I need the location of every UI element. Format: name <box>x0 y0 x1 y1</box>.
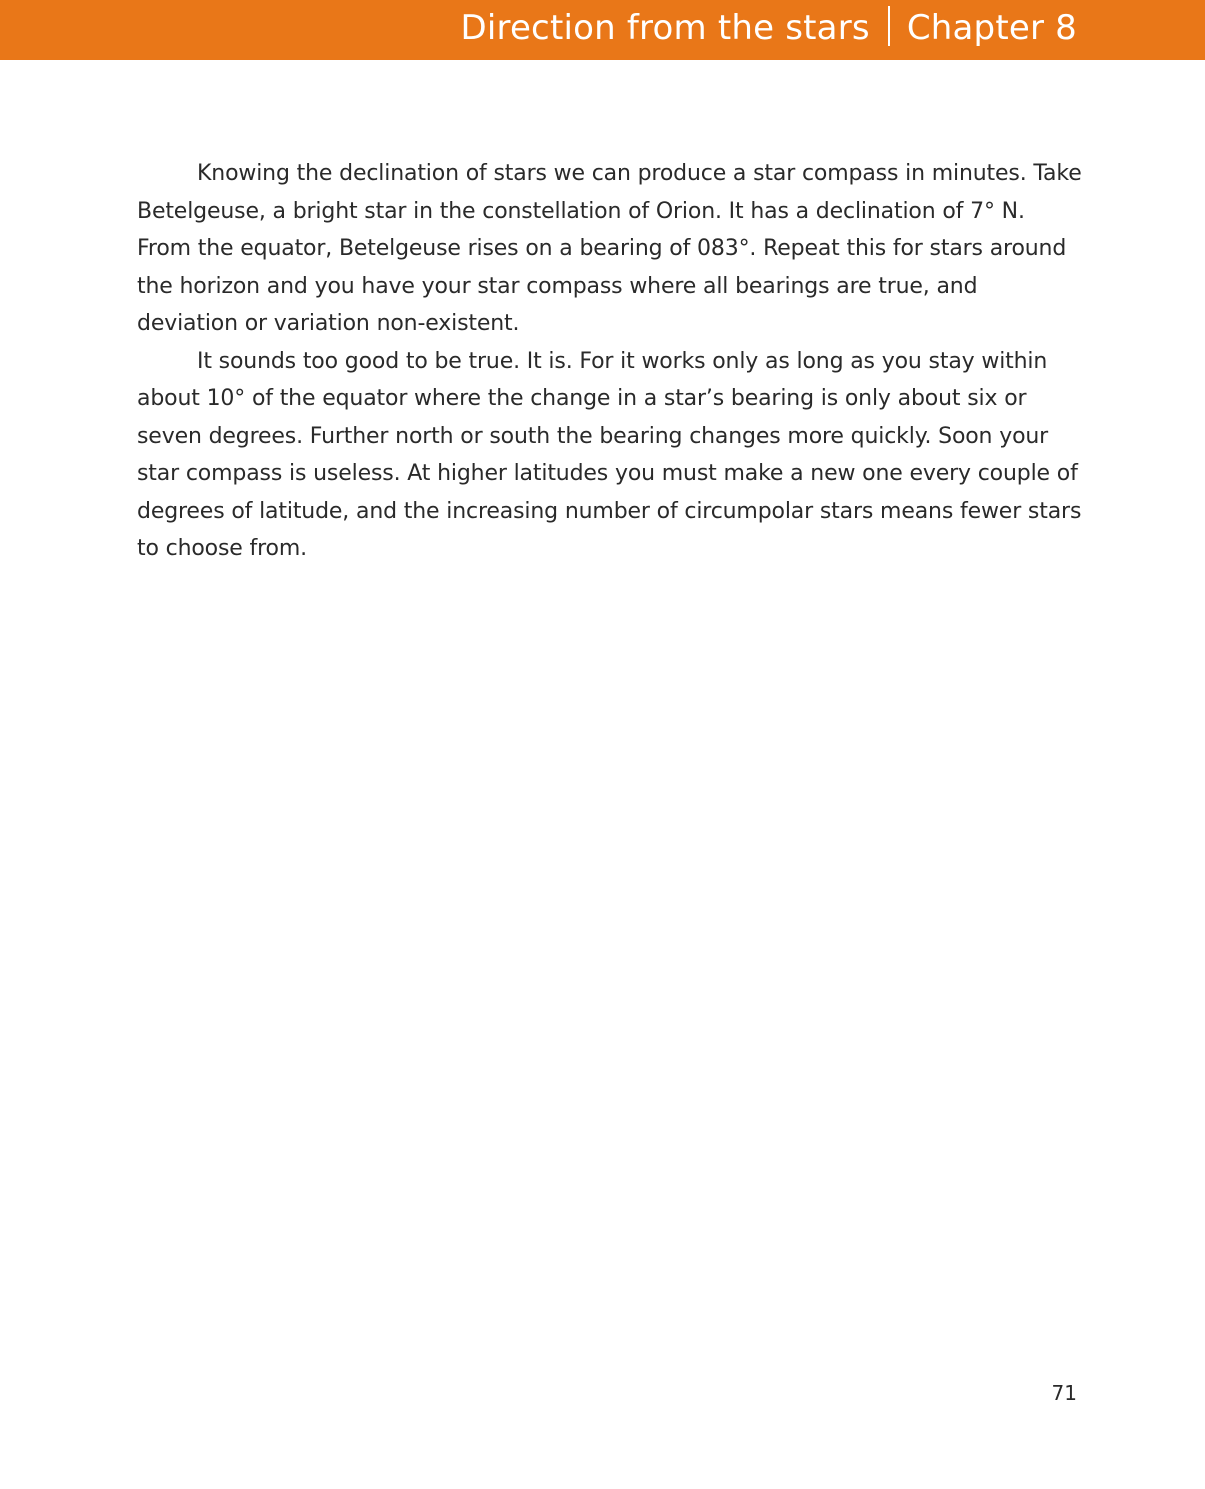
section-title: Direction from the stars <box>460 8 870 48</box>
header-band <box>0 0 1205 60</box>
running-header <box>460 0 1077 56</box>
paragraph: Knowing the declination of stars we can produce a star compass in minutes. Take Betelgeuse, a bright star in the constellation of Orion. It has a declination of 7° N. From the equator, Betelgeuse rises on a bearing of 083°. Repeat this for stars around the horizon and you have your star compass where all bearings are true, and deviation or variation non-existent. <box>137 161 1082 336</box>
body-text <box>137 155 1082 568</box>
paragraph: It sounds too good to be true. It is. For it works only as long as you stay within about 10° of the equator where the change in a star’s bearing is only about six or seven degrees. Further north or south the bearing changes more quickly. Soon your star compass is useless. At higher latitudes you must make a new one every couple of degrees of latitude, and the increasing number of circumpolar stars means fewer stars to choose from. <box>137 348 1082 561</box>
header-divider <box>888 6 890 46</box>
page-number: 71 <box>1051 1381 1077 1405</box>
chapter-label: Chapter 8 <box>906 8 1077 48</box>
